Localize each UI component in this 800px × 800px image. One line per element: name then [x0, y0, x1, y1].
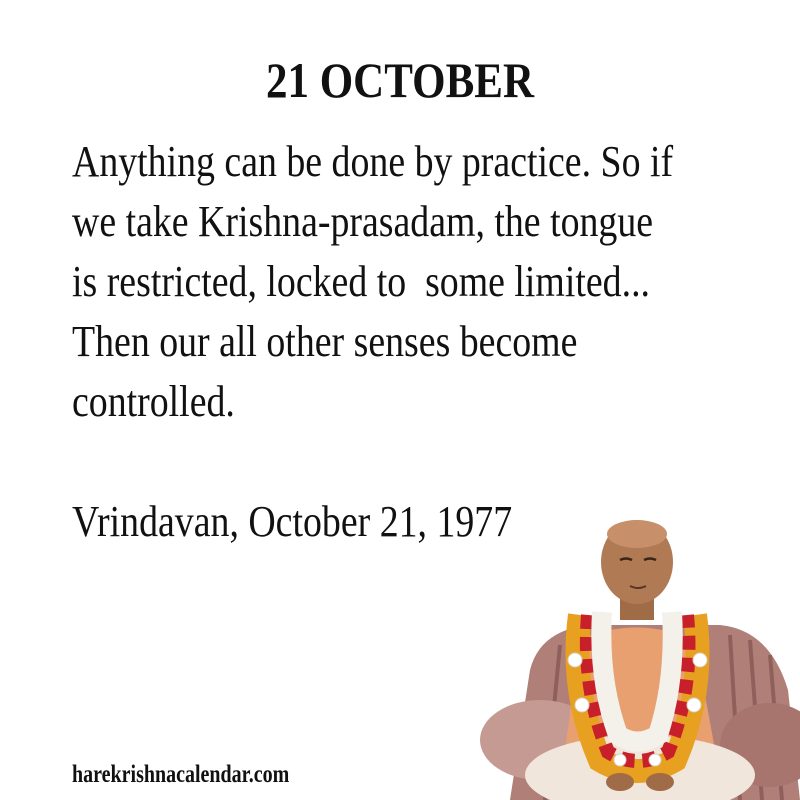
- quote-source: Vrindavan, October 21, 1977: [72, 497, 513, 546]
- website-link[interactable]: harekrishnacalendar.com: [72, 761, 290, 788]
- portrait-illustration: [470, 520, 800, 800]
- quote-line: we take Krishna-prasadam, the tongue: [72, 197, 654, 246]
- quote-line: Anything can be done by practice. So if: [72, 137, 674, 186]
- quote-line: is restricted, locked to some limited...: [72, 257, 650, 306]
- quote-text: [72, 132, 772, 432]
- date-title: 21 OCTOBER: [265, 52, 535, 108]
- quote-line: Then our all other senses become: [72, 317, 578, 366]
- portrait-photo: [470, 520, 800, 800]
- quote-line: controlled.: [72, 377, 235, 426]
